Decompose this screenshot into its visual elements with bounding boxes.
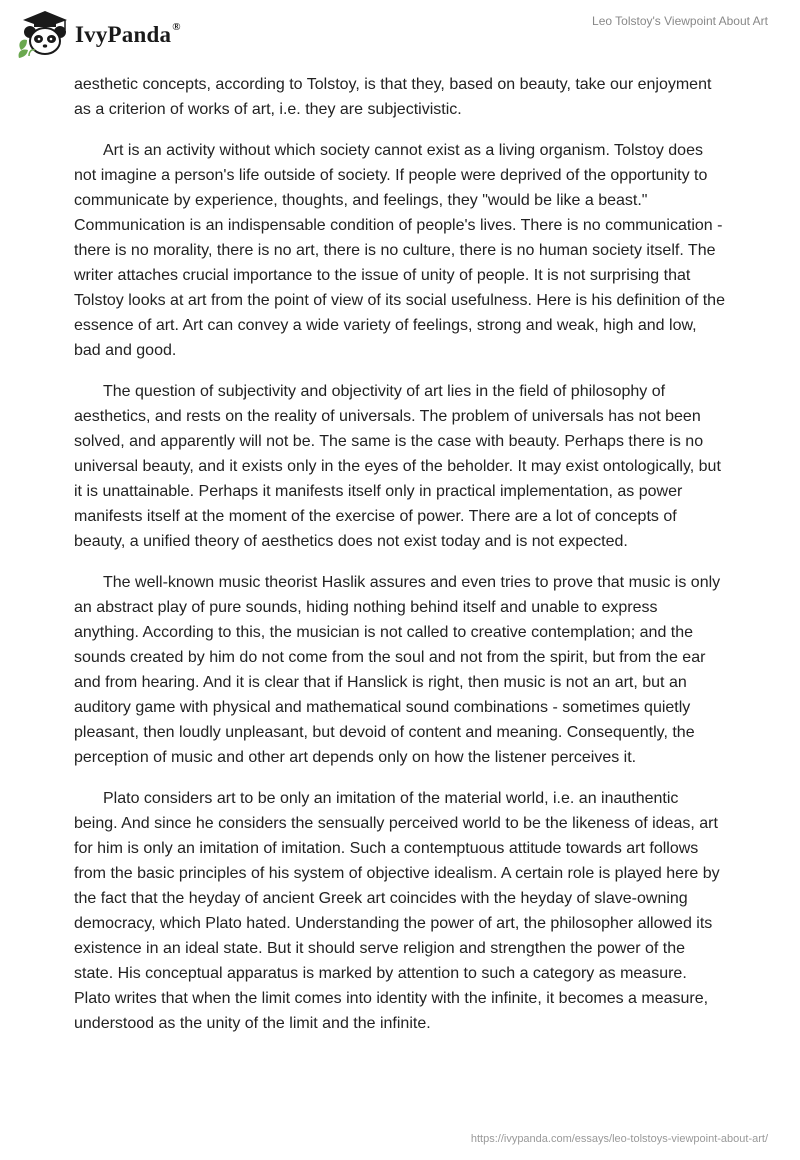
page-header bbox=[0, 0, 800, 72]
paragraph: Art is an activity without which society cannot exist as a living organism. Tolstoy does not imagine a person's life outside of society. If people were deprived of the opportunity to communicate by experience, thoughts, and feelings, they "would be like a beast." Communication is an indispensable condition of people's lives. There is no communication - there is no morality, there is no art, there is no culture, there is no human society itself. The writer attaches crucial importance to the issue of unity of people. It is not surprising that Tolstoy looks at art from the point of view of its social usefulness. Here is his definition of the essence of art. Art can convey a wide variety of feelings, strong and weak, high and low, bad and good. bbox=[74, 142, 725, 359]
brand-name-text: IvyPanda bbox=[75, 22, 172, 47]
paragraph: The well-known music theorist Haslik assures and even tries to prove that music is only an abstract play of pure sounds, hiding nothing behind itself and unable to express anything. According to this, the musician is not called to creative contemplation; and the sounds created by him do not come from the soul and not from the spirit, but from the ear and from hearing. And it is clear that if Hanslick is right, then music is not an art, but an auditory game with physical and mathematical sound combinations - sometimes quietly pleasant, then loudly unpleasant, but devoid of content and meaning. Consequently, the perception of music and other art depends only on how the listener perceives it. bbox=[74, 574, 721, 766]
panda-graduate-icon bbox=[15, 8, 71, 60]
paragraph: Plato considers art to be only an imitation of the material world, i.e. an inauthentic being. And since he considers the sensually perceived world to be the likeness of ideas, art for him is only an imitation of imitation. Such a contemptuous attitude towards art follows from the basic principles of his system of objective idealism. A certain role is played here by the fact that the heyday of ancient Greek art coincides with the heyday of slave-owning democracy, which Plato hated. Understanding the power of art, the philosopher allowed its existence in an ideal state. But it should serve religion and strengthen the power of the state. His conceptual apparatus is marked by attention to such a category as measure. Plato writes that when the limit comes into identity with the infinite, it becomes a measure, understood as the unity of the limit and the infinite. bbox=[74, 790, 720, 1032]
source-url[interactable]: https://ivypanda.com/essays/leo-tolstoys-viewpoint-about-art/ bbox=[470, 1133, 768, 1145]
registered-mark: ® bbox=[172, 21, 181, 34]
paragraph: aesthetic concepts, according to Tolstoy, is that they, based on beauty, take our enjoyment as a criterion of works of art, i.e. they are subjectivistic. bbox=[74, 76, 712, 118]
paragraph: The question of subjectivity and objectivity of art lies in the field of philosophy of aesthetics, and rests on the reality of universals. The problem of universals has not been solved, and apparently will not be. The same is the case with beauty. Perhaps there is no universal beauty, and it exists only in the eyes of the beholder. It may exist ontologically, but it is unattainable. Perhaps it manifests itself only in practical implementation, as power manifests itself at the moment of the exercise of power. There are a lot of concepts of beauty, a unified theory of aesthetics does not exist today and is not expected. bbox=[74, 383, 721, 550]
essay-body bbox=[74, 72, 726, 1052]
brand-name bbox=[75, 22, 181, 48]
document-title: Leo Tolstoy's Viewpoint About Art bbox=[592, 14, 768, 28]
ivypanda-logo[interactable] bbox=[15, 8, 181, 60]
